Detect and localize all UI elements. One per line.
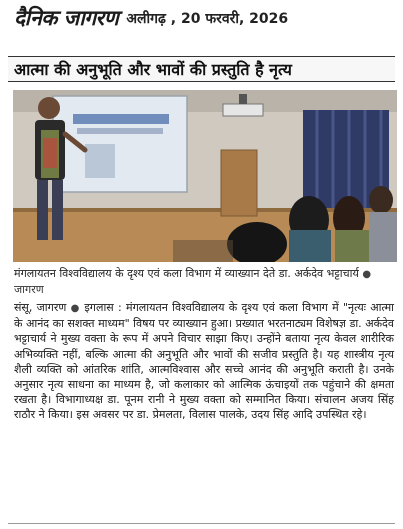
bullet-icon: ●	[362, 269, 372, 280]
bottom-divider	[8, 523, 395, 524]
projector-screen	[53, 96, 187, 192]
dateline-place: संसू, जागरण	[14, 301, 67, 314]
photo-caption-text: मंगलायतन विश्वविद्यालय के दृश्य एवं कला विभाग में व्याख्यान देते डा. अर्कदेव भट्टाचार्य	[14, 267, 359, 280]
presenter-head	[38, 97, 60, 119]
lecture-scene-illustration	[13, 90, 397, 262]
dateline-city: इगलास	[84, 301, 114, 314]
photo-credit: जागरण	[14, 283, 44, 296]
headline-bar	[8, 56, 395, 82]
photo-caption	[14, 266, 394, 297]
article-photo	[13, 90, 397, 262]
article-body	[14, 300, 394, 423]
newspaper-logo: दैनिक जागरण	[14, 5, 119, 30]
edition-dateline: अलीगढ़ , 20 फरवरी, 2026	[126, 10, 289, 27]
article-headline: आत्मा की अनुभूति और भावों की प्रस्तुति है नृत्य	[14, 60, 292, 79]
masthead	[0, 0, 403, 36]
article-text: : मंगलायतन विश्वविद्यालय के दृश्य एवं कला विभाग में "नृत्यः आत्मा के आनंद का सशक्त माध्यम" विषय पर व्याख्यान हुआ। प्रख्यात भरतनाट्यम विशेषज्ञ डा. अर्कदेव भट्टाचार्य ने मुख्य वक्ता के रूप में अपने विचार साझा किए। उन्होंने बताया नृत्य केवल शारीरिक अभिव्यक्ति नहीं, बल्कि आत्मा की अनुभूति और भावों की सजीव प्रस्तुति है। यह शास्त्रीय नृत्य शैली व्यक्ति को आंतरिक शांति, आत्मविश्वास और सच्चे आनंद की अनुभूति कराती है। उनके अनुसार नृत्य साधना का माध्यम है, जो कलाकार को आत्मिक ऊंचाइयों तक पहुंचाने की क्षमता रखता है। विभागाध्यक्ष डा. पूनम रानी ने मुख्य वक्ता को सम्मानित किया। संचालन अजय सिंह राठौर ने किया। इस अवसर पर डा. प्रेमलता, विलास पालके, उदय सिंह आदि उपस्थित रहे।	[14, 301, 394, 422]
bullet-icon: ●	[70, 303, 81, 314]
